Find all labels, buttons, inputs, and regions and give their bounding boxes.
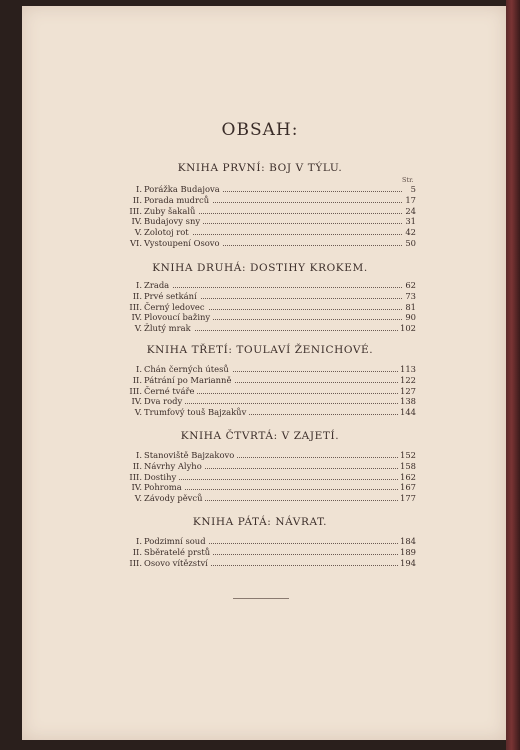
chapter-title: Černé tváře <box>144 386 197 397</box>
page-number: 31 <box>405 216 416 227</box>
page-number: 90 <box>405 312 416 323</box>
chapter-title: Osovo vítězství <box>144 558 211 569</box>
chapter-number: III. <box>129 385 142 396</box>
toc-entry <box>110 493 416 504</box>
page-title: OBSAH: <box>221 120 299 140</box>
chapter-title: Žlutý mrak <box>144 323 194 334</box>
leader-dots <box>144 287 402 288</box>
toc-entry <box>110 536 416 547</box>
page-number: 194 <box>400 557 416 568</box>
page-number: 50 <box>405 238 416 248</box>
chapter-title: Pátrání po Marianně <box>144 375 234 386</box>
chapter-title: Sběratelé prstů <box>144 547 213 558</box>
page-number: 81 <box>405 301 416 312</box>
toc-entry <box>110 407 416 418</box>
chapter-title: Porážka Budajova <box>144 184 223 195</box>
page-number: 144 <box>400 407 416 418</box>
page-number: 102 <box>400 323 416 334</box>
toc-entry <box>110 184 416 195</box>
toc-entry <box>110 375 416 386</box>
toc-entry <box>110 206 416 217</box>
chapter-title: Chán černých útesů <box>144 364 232 375</box>
chapter-number: II. <box>132 194 142 205</box>
chapter-title: Návrhy Alyho <box>144 461 205 472</box>
chapter-number: I. <box>136 536 142 546</box>
toc-entry <box>110 482 416 493</box>
chapter-title: Budajovy sny <box>144 216 203 227</box>
chapter-number: III. <box>129 471 142 482</box>
toc-entry <box>110 323 416 334</box>
toc-entry <box>110 396 416 407</box>
page-number: 73 <box>405 290 416 301</box>
page-number: 5 <box>410 184 416 194</box>
toc-entry <box>110 364 416 375</box>
chapter-number: I. <box>136 450 142 460</box>
page-number: 189 <box>400 546 416 557</box>
chapter-title: Podzimní soud <box>144 536 209 547</box>
page-number: 167 <box>400 482 416 493</box>
page-number: 162 <box>400 471 416 482</box>
chapter-title: Zrada <box>144 280 172 291</box>
toc-entry <box>110 195 416 206</box>
chapter-title: Dostihy <box>144 472 179 483</box>
toc-entry <box>110 386 416 397</box>
toc-entry <box>110 472 416 483</box>
chapter-title: Závody pěvců <box>144 493 205 504</box>
chapter-title: Stanoviště Bajzakovo <box>144 450 237 461</box>
chapter-title: Porada mudrců <box>144 195 212 206</box>
page-number: 17 <box>405 194 416 205</box>
toc-entry <box>110 450 416 461</box>
chapter-number: VI. <box>129 238 142 248</box>
chapter-number: V. <box>134 407 142 418</box>
chapter-number: V. <box>134 323 142 334</box>
chapter-number: II. <box>132 546 142 557</box>
chapter-number: V. <box>134 493 142 504</box>
page-number: 152 <box>400 450 416 460</box>
chapter-number: III. <box>129 557 142 568</box>
section-heading: KNIHA PRVNÍ: BOJ V TÝLU. <box>177 162 343 174</box>
chapter-title: Prvé setkání <box>144 291 200 302</box>
chapter-number: I. <box>136 364 142 374</box>
book-binding-edge <box>506 0 520 750</box>
chapter-number: I. <box>136 184 142 194</box>
chapter-title: Černý ledovec <box>144 302 208 313</box>
toc-entry <box>110 302 416 313</box>
toc-entry <box>110 216 416 227</box>
leader-dots <box>144 479 402 480</box>
toc-entry <box>110 461 416 472</box>
page-column-label: Str. <box>402 176 414 184</box>
chapter-title: Dva rody <box>144 396 185 407</box>
section-heading: KNIHA TŘETÍ: TOULAVÍ ŽENICHOVÉ. <box>146 344 374 356</box>
page-number: 184 <box>400 536 416 546</box>
page-number: 158 <box>400 460 416 471</box>
page-number: 138 <box>400 396 416 407</box>
toc-entry <box>110 558 416 569</box>
page-number: 177 <box>400 493 416 504</box>
chapter-title: Vystoupení Osovo <box>144 238 223 249</box>
chapter-number: I. <box>136 280 142 290</box>
chapter-number: IV. <box>131 482 142 493</box>
chapter-number: IV. <box>131 216 142 227</box>
toc-entry <box>110 312 416 323</box>
chapter-title: Zolotoj rot <box>144 227 192 238</box>
chapter-number: III. <box>129 301 142 312</box>
toc-entry <box>110 291 416 302</box>
chapter-number: II. <box>132 374 142 385</box>
toc-entry <box>110 238 416 249</box>
chapter-title: Plovoucí bažiny <box>144 312 213 323</box>
section-heading: KNIHA ČTVRTÁ: V ZAJETÍ. <box>180 430 340 442</box>
chapter-number: II. <box>132 290 142 301</box>
chapter-number: IV. <box>131 312 142 323</box>
page-number: 62 <box>405 280 416 290</box>
page-number: 24 <box>405 205 416 216</box>
page-number: 42 <box>405 227 416 238</box>
chapter-title: Zuby šakalů <box>144 206 198 217</box>
section-heading: KNIHA DRUHÁ: DOSTIHY KROKEM. <box>152 262 368 274</box>
chapter-number: V. <box>134 227 142 238</box>
section-heading: KNIHA PÁTÁ: NÁVRAT. <box>192 516 328 528</box>
chapter-title: Pohroma <box>144 482 185 493</box>
closing-rule <box>233 598 289 599</box>
chapter-number: III. <box>129 205 142 216</box>
page-number: 127 <box>400 385 416 396</box>
chapter-number: IV. <box>131 396 142 407</box>
page-number: 122 <box>400 374 416 385</box>
toc-entry <box>110 227 416 238</box>
toc-entry <box>110 547 416 558</box>
chapter-title: Trumfový touš Bajzakův <box>144 407 249 418</box>
page-number: 113 <box>400 364 416 374</box>
chapter-number: II. <box>132 460 142 471</box>
toc-entry <box>110 280 416 291</box>
